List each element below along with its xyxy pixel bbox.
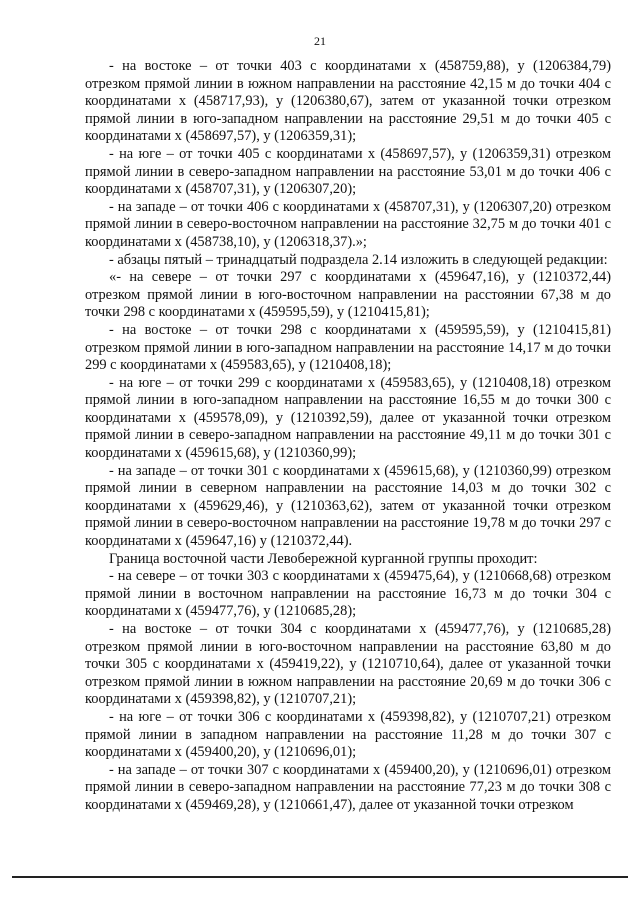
paragraph-north-303: - на севере – от точки 303 с координатами х (459475,64), у (1210668,68) отрезком прямой линии в восточном направлении на расстояние 16,73 м до точки 304 с координатами х (459477,76), у (1210685,28); [85, 568, 611, 620]
document-body [85, 58, 611, 815]
paragraph-south-299: - на юге – от точки 299 с координатами х (459583,65), у (1210408,18) отрезком прямой линии в юго-западном направлении на расстояние 16,55 м до точки 300 с координатами х (459578,09), у (1210392,59), далее от указанной точки отрезком прямой линии в северо-западном направлении на расстояние 49,11 м до точки 301 с координатами х (459615,68), у (1210360,99); [85, 374, 611, 462]
paragraph-west-307: - на западе – от точки 307 с координатами х (459400,20), у (1210696,01) отрезком прямой линии в северо-западном направлении на расстояние 77,23 м до точки 308 с координатами х (459469,28), у (1210661,47), далее от указанной точки отрезком [85, 761, 611, 813]
paragraph-east-298: - на востоке – от точки 298 с координатами х (459595,59), у (1210415,81) отрезком прямой линии в юго-западном направлении на расстояние 14,17 м до точки 299 с координатами х (459583,65), у (1210408,18); [85, 321, 611, 374]
paragraph-west-406: - на западе – от точки 406 с координатами х (458707,31), у (1206307,20) отрезком прямой линии в северо-восточном направлении на расстояние 32,75 м до точки 401 с координатами х (458738,10), у (1206318,37).»; [85, 198, 611, 250]
paragraph-east-304: - на востоке – от точки 304 с координатами х (459477,76), у (1210685,28) отрезком прямой линии в юго-восточном направлении на расстояние 63,80 м до точки 305 с координатами х (459419,22), у (1210710,64), далее от указанной точки отрезком прямой линии в южном направлении на расстояние 20,69 м до точки 306 с координатами х (459398,82), у (1210707,21); [85, 621, 611, 708]
paragraph-eastern-group-heading: Граница восточной части Левобережной курганной группы проходит: [109, 550, 538, 567]
paragraph-west-301: - на западе – от точки 301 с координатами х (459615,68), у (1210360,99) отрезком прямой линии в северном направлении на расстояние 14,03 м до точки 302 с координатами х (459629,46), у (1210363,62), затем от указанной точки отрезком прямой линии в северо-восточном направлении на расстояние 19,78 м до точки 297 с координатами х (459647,16) у (1210372,44). [85, 462, 611, 550]
paragraph-amendment-2-14: - абзацы пятый – тринадцатый подраздела 2.14 изложить в следующей редакции: [109, 251, 608, 268]
paragraph-south-306: - на юге – от точки 306 с координатами х (459398,82), у (1210707,21) отрезком прямой линии в западном направлении на расстояние 11,28 м до точки 307 с координатами х (459400,20), у (1210696,01); [85, 708, 611, 761]
paragraph-north-297: «- на севере – от точки 297 с координатами х (459647,16), у (1210372,44) отрезком прямой линии в юго-восточном направлении на расстоянии 67,38 м до точки 298 с координатами х (459595,59), у (1210415,81); [85, 269, 611, 321]
page-bottom-rule [12, 876, 628, 878]
paragraph-east-403: - на востоке – от точки 403 с координатами х (458759,88), у (1206384,79) отрезком прямой линии в южном направлении на расстояние 42,15 м до точки 404 с координатами х (458717,93), у (1206380,67), затем от указанной точки отрезком прямой линии в юго-западном направлении на расстояние 29,51 м до точки 405 с координатами х (458697,57), у (1206359,31); [85, 58, 611, 145]
paragraph-south-405: - на юге – от точки 405 с координатами х (458697,57), у (1206359,31) отрезком прямой линии в северо-западном направлении на расстояние 53,01 м до точки 406 с координатами х (458707,31), у (1206307,20); [85, 145, 611, 198]
page-number: 21 [314, 34, 326, 48]
